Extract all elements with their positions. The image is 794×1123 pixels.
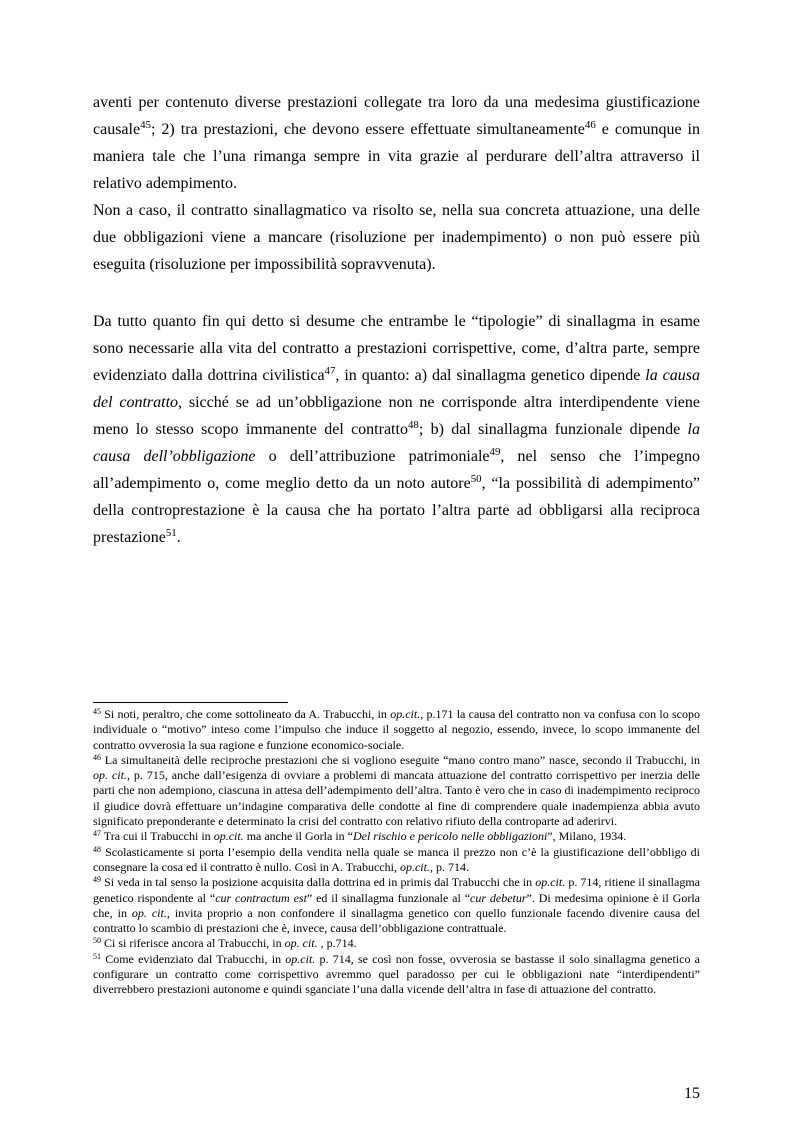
text-run: Scolasticamente si porta l’esempio della vendita nella quale se manca il prezzo non c’è la giustificazione dell’obbligo di consegnare la cosa ed il contratto è nullo. Così in A. Trabucchi,	[93, 844, 700, 874]
footnote-text	[93, 753, 700, 828]
text-run: , nel senso che l’impegno all’adempimento o, come meglio detto da un noto autore	[93, 448, 701, 492]
text-run: ma anche il Gorla in “	[243, 829, 353, 844]
text-run: ” ed il sinallagma funzionale al “	[306, 890, 471, 905]
italic-text: cur contractum est	[215, 890, 307, 905]
footnote-reference: 47	[324, 365, 336, 378]
footnote-number: 48	[93, 844, 101, 854]
text-run: Da tutto quanto fin qui detto si desume che entrambe le “tipologie” di sinallagma in esame sono necessarie alla vita del contratto a prestazioni corrispettive, come, d’altra parte, sempre evidenziato dalla dottrina civilistica	[93, 313, 700, 384]
text-run: , p. 715, anche dall’esigenza di ovviare a problemi di mancata attuazione del contratto corrispettivo per inerzia delle parti che non adempiono, ciascuna in attesa dell’adempimento dell’altra. Tanto è vero che in caso di inadempimento reciproco il giudice dovrà effettuare un’indagine comparativa delle condotte al fine di comprendere quale inadempienza abbia avuto significato preponderante e determinato la crisi del contratto con relativo rifiuto della controparte ad aderirvi.	[93, 768, 700, 829]
text-run: p. 714, se così non fosse, ovverosia se bastasse il solo sinallagma genetico a configurare un contratto come corrispettivo avremmo quel paradosso per cui le obbligazioni nate “interdipendenti” diverrebbero prestazioni autonome e quindi sganciate l’una dalla vicende dell’altra in fase di attuazione del contratto.	[93, 951, 700, 997]
italic-text: op.cit.	[285, 951, 316, 966]
text-run: , p. 714.	[429, 859, 469, 874]
footnote-number: 49	[93, 875, 101, 885]
text-run: Si noti, peraltro, che come sottolineato da A. Trabucchi, in	[101, 707, 391, 721]
footnote-reference: 51	[165, 527, 177, 540]
text-run: , p.714.	[317, 936, 357, 951]
text-run: , invita proprio a non confondere il sinallagma genetico con quello funzionale facendo divenire causa del contratto lo scambio di prestazioni che è, invece, causa dell’obbligazione contrattuale.	[93, 905, 700, 936]
text-run: .	[176, 529, 181, 546]
footnote-text	[93, 707, 700, 752]
text-run: , sicché se ad un’obbligazione non ne corrisponde altra interdipendente viene meno lo stesso scopo immanente del contratto	[93, 394, 700, 438]
footnote-text	[101, 829, 626, 843]
footnote-reference: 45	[140, 119, 151, 132]
text-run: aventi per contenuto diverse prestazioni collegate tra loro da una medesima giustificazione causale	[93, 94, 700, 138]
footnote-number: 47	[93, 829, 101, 839]
footnote	[93, 829, 700, 844]
text-run: Ci si riferisce ancora al Trabucchi, in	[101, 936, 285, 951]
text-run: La simultaneità delle reciproche prestazioni che si vogliono eseguite “mano contro mano” nasce, secondo il Trabucchi, in	[101, 752, 700, 767]
text-run: Non a caso, il contratto sinallagmatico va risolto se, nella sua concreta attuazione, una delle due obbligazioni viene a mancare (risoluzione per inadempimento) o non può essere più eseguita (risoluzione per impossibilità sopravvenuta).	[93, 202, 700, 273]
text-run: Come evidenziato dal Trabucchi, in	[101, 951, 286, 966]
text-run: , in quanto: a) dal sinallagma genetico dipende	[335, 367, 646, 384]
text-run: ; b) dal sinallagma funzionale dipende	[418, 421, 688, 438]
footnote-separator	[93, 702, 288, 703]
text-run: ”. Di medesima opinione è il Gorla che, in	[93, 890, 701, 920]
footnote-number: 45	[93, 707, 101, 716]
text-run: e comunque in maniera tale che l’una rimanga sempre in vita grazie al perdurare dell’altra attraverso il relativo adempimento.	[93, 121, 701, 192]
footnote-text	[93, 952, 700, 997]
italic-text: la causa del contratto	[93, 367, 700, 411]
paragraph	[93, 197, 700, 278]
paragraph	[93, 308, 700, 551]
footnote-number: 50	[93, 936, 101, 946]
text-run: , “la possibilità di adempimento” della controprestazione è la causa che ha portato l’altra parte ad obbligarsi alla reciproca prestazione	[93, 475, 701, 546]
italic-text: op. cit.	[131, 905, 167, 920]
footnote-text	[101, 936, 357, 950]
italic-text: op.cit.	[213, 829, 244, 844]
footnote-number: 46	[93, 752, 101, 762]
body-text	[93, 89, 700, 551]
footnote	[93, 936, 700, 951]
text-run: Si veda in tal senso la posizione acquisita dalla dottrina ed in primis dal Trabucchi che in	[101, 875, 536, 890]
footnote-reference: 49	[489, 446, 501, 459]
footnote	[93, 952, 700, 998]
italic-text: op.cit.	[390, 707, 421, 721]
text-run: ; 2) tra prestazioni, che devono essere effettuate simultaneamente	[150, 121, 585, 138]
footnote-list	[93, 707, 700, 998]
footnote-reference: 50	[470, 473, 482, 486]
text-run: p. 714, ritiene il sinallagma genetico rispondente al “	[93, 875, 700, 905]
text-run: , p.171 la causa del contratto non va confusa con lo scopo individuale o “motivo” inteso come l’impulso che induce il soggetto al negozio, essendo, invece, lo scopo immanente del contratto ovverosia la sua ragione e funzione economico-sociale.	[93, 707, 700, 752]
italic-text: op. cit.	[284, 936, 318, 951]
footnote	[93, 707, 700, 753]
italic-text: op.cit.	[399, 859, 430, 874]
footnote	[93, 753, 700, 829]
footnote-text	[93, 875, 700, 935]
footnote	[93, 875, 700, 936]
footnote-reference: 48	[407, 419, 419, 432]
italic-text: cur debetur	[470, 890, 527, 905]
italic-text: Del rischio e pericolo nelle obbligazioni	[352, 829, 548, 844]
paragraph	[93, 89, 700, 197]
italic-text: la causa dell’obbligazione	[93, 421, 700, 465]
footnote-number: 51	[93, 951, 101, 961]
footnote	[93, 845, 700, 876]
footnote-text	[93, 845, 700, 874]
italic-text: op. cit.	[93, 768, 127, 783]
text-run: ”, Milano, 1934.	[547, 829, 627, 844]
footnote-reference: 46	[584, 119, 596, 132]
text-run: Tra cui il Trabucchi in	[101, 829, 214, 844]
italic-text: op.cit.	[535, 875, 566, 890]
page-number: 15	[684, 1085, 700, 1102]
text-run: o dell’attribuzione patrimoniale	[255, 448, 490, 465]
